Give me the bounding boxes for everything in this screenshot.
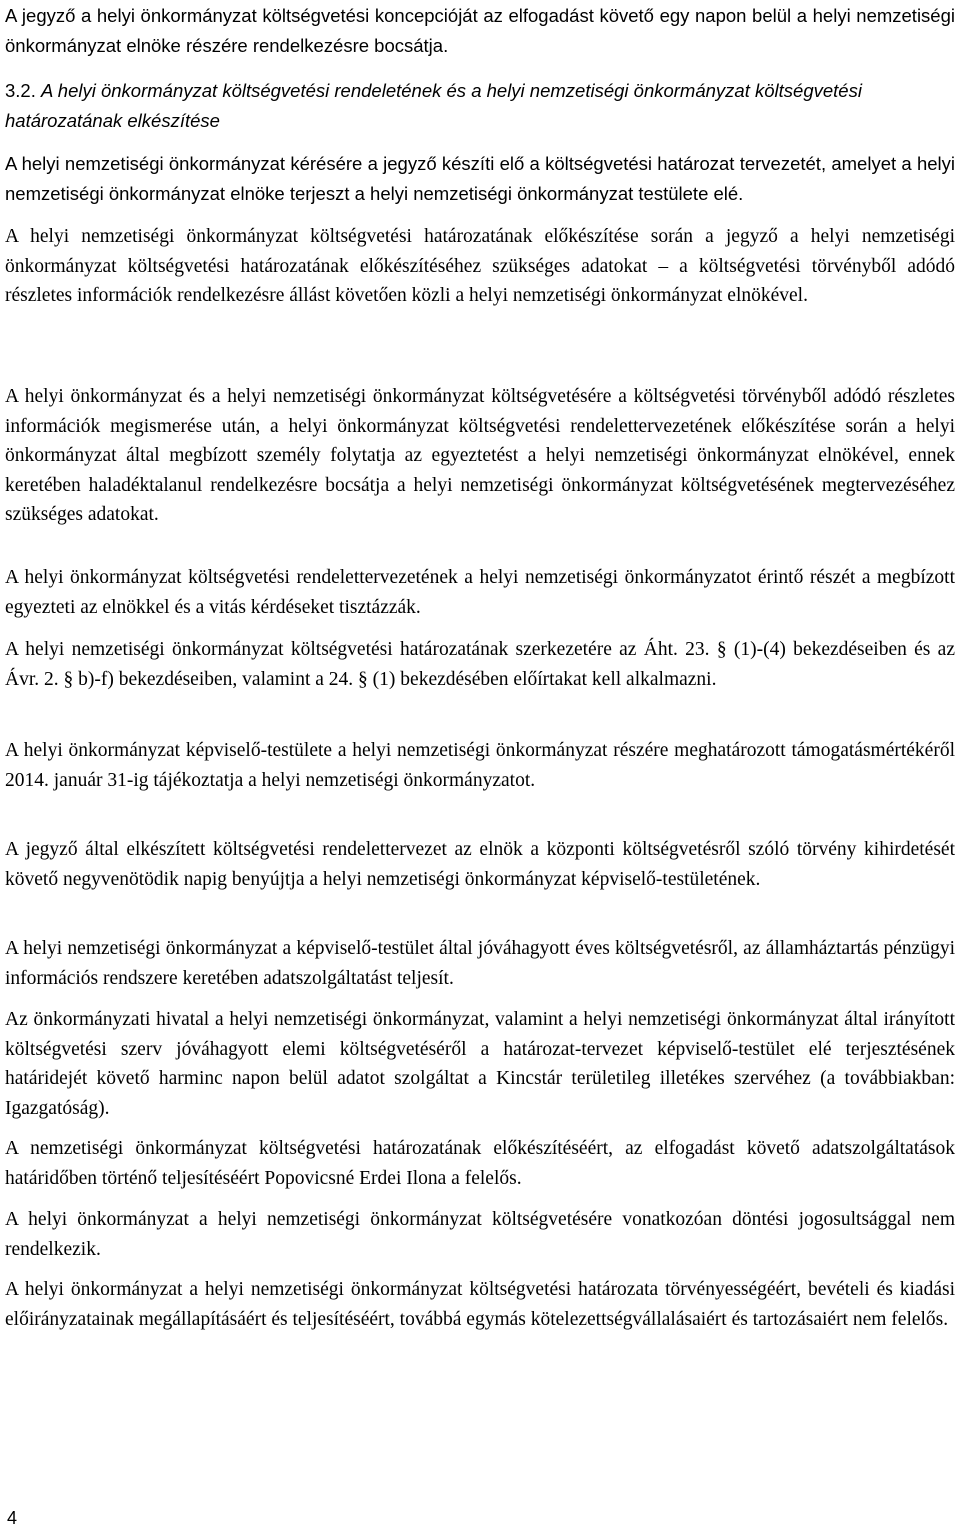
body-paragraph: A helyi nemzetiségi önkormányzat költségvetési határozatának szerkezetére az Áht. 23. § (1)-(4) bekezdéseiben és az Ávr. 2. § b)-f) bekezdéseiben, valamint a 24. § (1) bekezdésében előírtakat kell alkalmazni.	[5, 639, 955, 690]
body-paragraph: A helyi önkormányzat és a helyi nemzetiségi önkormányzat költségvetésére a költségvetési törvényből adódó részletes információk megismerése után, a helyi önkormányzat költségvetési rendelettervezetének előkészítése során a helyi önkormányzat által megbízott személy folytatja az egyeztetést a helyi nemzetiségi önkormányzat elnökével, ennek keretében haladéktalanul rendelkezésre bocsátja a helyi nemzetiségi önkormányzat költségvetésének megtervezéséhez szükséges adatokat.	[5, 386, 955, 525]
body-paragraph: A helyi önkormányzat képviselő-testülete a helyi nemzetiségi önkormányzat részére meghatározott támogatásmértékéről 2014. január 31-ig tájékoztatja a helyi nemzetiségi önkormányzatot.	[5, 740, 955, 791]
body-paragraph: A helyi nemzetiségi önkormányzat a képviselő-testület által jóváhagyott éves költségvetésről, az államháztartás pénzügyi információs rendszere keretében adatszolgáltatást teljesít.	[5, 938, 955, 989]
page-number: 4	[7, 1508, 18, 1528]
body-paragraph: A helyi nemzetiségi önkormányzat költségvetési határozatának előkészítése során a jegyző a helyi nemzetiségi önkormányzat költségvetési határozatának előkészítéséhez szükséges adatokat – a költségvetési törvényből adódó részletes információk rendelkezésre állást követően közli a helyi nemzetiségi önkormányzat elnökével.	[5, 226, 955, 306]
body-paragraph: Az önkormányzati hivatal a helyi nemzetiségi önkormányzat, valamint a helyi nemzetiségi önkormányzat által irányított költségvetési szerv jóváhagyott elemi költségvetéséről a határozat-tervezet képviselő-testület elé terjesztésének határidejét követő harminc napon belül adatot szolgáltat a Kincstár területileg illetékes szervéhez (a továbbiakban: Igazgatóság).	[5, 1009, 955, 1119]
body-paragraph: A jegyző által elkészített költségvetési rendelettervezet az elnök a központi költségvetésről szóló törvény kihirdetését követő negyvenötödik napig benyújtja a helyi nemzetiségi önkormányzat képviselő-testületének.	[5, 839, 955, 890]
body-paragraph: A helyi önkormányzat költségvetési rendelettervezetének a helyi nemzetiségi önkormányzatot érintő részét a megbízott egyezteti az elnökkel és a vitás kérdéseket tisztázzák.	[5, 567, 955, 618]
section-number: 3.2.	[5, 80, 36, 101]
section-heading	[5, 76, 955, 135]
body-paragraph: A helyi önkormányzat a helyi nemzetiségi önkormányzat költségvetésére vonatkozóan döntési jogosultsággal nem rendelkezik.	[5, 1209, 955, 1260]
body-paragraph: A helyi önkormányzat a helyi nemzetiségi önkormányzat költségvetési határozata törvényességéért, bevételi és kiadási előirányzatainak megállapításáért és teljesítéséért, továbbá egymás kötelezettségvállalásaiért és tartozásaiért nem felelős.	[5, 1279, 955, 1330]
section-title: A helyi önkormányzat költségvetési rendeletének és a helyi nemzetiségi önkormányzat költségvetési határozatának elkészítése	[5, 80, 862, 131]
intro-paragraph: A jegyző a helyi önkormányzat költségvetési koncepcióját az elfogadást követő egy napon belül a helyi nemzetiségi önkormányzat elnöke részére rendelkezésre bocsátja.	[5, 5, 955, 56]
body-paragraph: A nemzetiségi önkormányzat költségvetési határozatának előkészítéséért, az elfogadást követő adatszolgáltatások határidőben történő teljesítéséért Popovicsné Erdei Ilona a felelős.	[5, 1138, 955, 1189]
body-paragraph: A helyi nemzetiségi önkormányzat kérésére a jegyző készíti elő a költségvetési határozat tervezetét, amelyet a helyi nemzetiségi önkormányzat elnöke terjeszt a helyi nemzetiségi önkormányzat testülete elé.	[5, 153, 955, 204]
